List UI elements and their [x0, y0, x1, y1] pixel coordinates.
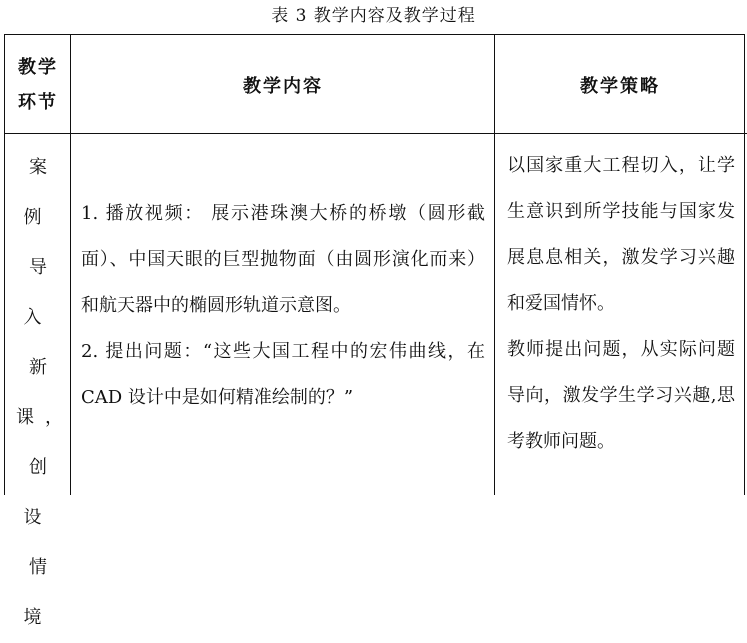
- strategy-item-question-guidance: 教师提出问题，从实际问题导向，激发学生学习兴趣,思考教师问题。: [507, 339, 735, 452]
- content-item-question: 2. 提出问题：“这些大国工程中的宏伟曲线，在 CAD 设计中是如何精准绘制的？”: [81, 341, 485, 408]
- stage-line: 情境: [23, 557, 58, 628]
- stage-line: 课，: [16, 407, 74, 428]
- stage-cell: [5, 135, 74, 643]
- content-item-video: 1. 播放视频： 展示港珠澳大桥的桥墩（圆形截面）、中国天眼的巨型抛物面（由圆形演化而来）和航天器中的椭圆形轨道示意图。: [81, 203, 485, 316]
- table-caption: 表 3 教学内容及教学过程: [271, 6, 476, 26]
- header-stage-line-1: 教学: [18, 56, 58, 78]
- header-teaching-strategy: 教学策略: [580, 75, 660, 97]
- stage-line: 导 入: [23, 257, 58, 328]
- stage-line: 案 例: [23, 157, 58, 228]
- teaching-process-table: [4, 34, 745, 628]
- stage-line: 创 设: [23, 457, 58, 528]
- content-cell: [71, 135, 495, 421]
- header-stage-line-2: 环节: [18, 91, 58, 113]
- header-teaching-stage: [5, 35, 71, 134]
- strategy-item-national-projects: 以国家重大工程切入，让学生意识到所学技能与国家发展息息相关，激发学习兴趣和爱国情怀。: [507, 155, 735, 314]
- header-teaching-content: 教学内容: [243, 75, 323, 97]
- strategy-cell: [495, 135, 745, 465]
- stage-line: 新: [29, 357, 58, 378]
